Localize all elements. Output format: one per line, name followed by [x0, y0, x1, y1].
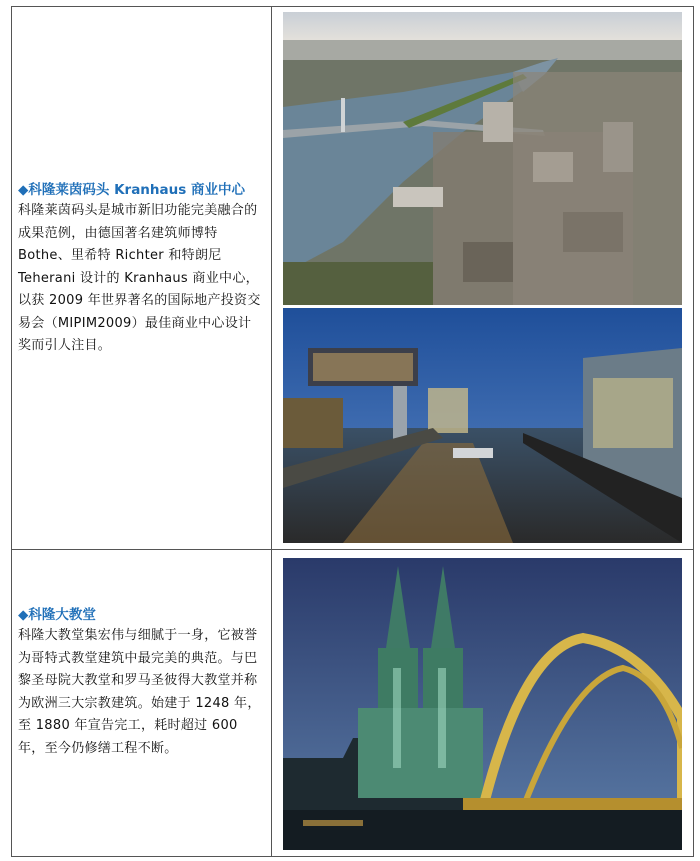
- section-title: ◆科隆大教堂: [18, 607, 96, 623]
- section-title: ◆科隆莱茵码头 Kranhaus 商业中心: [18, 182, 245, 198]
- section-kranhaus: [18, 180, 264, 358]
- section-body: 科隆莱茵码头是城市新旧功能完美融合的成果范例，由德国著名建筑师博特 Bothe、里希特 Richter 和特朗尼 Teherani 设计的 Kranhaus 商业中心，以获 2009 年世界著名的国际地产投资交易会（MIPIM2009）最佳商业中心设计奖而引人注目。: [18, 203, 261, 353]
- crane-houses-night-photo: [283, 308, 682, 543]
- column-divider: [271, 6, 272, 857]
- section-cathedral: [18, 605, 264, 760]
- row-divider: [11, 549, 694, 550]
- section-body: 科隆大教堂集宏伟与细腻于一身，它被誉为哥特式教堂建筑中最完美的典范。与巴黎圣母院大教堂和罗马圣彼得大教堂并称为欧洲三大宗教建筑。始建于 1248 年，至 1880 年宣告完工，耗时超过 600 年，至今仍修缮工程不断。: [18, 628, 261, 756]
- cologne-cathedral-bridge-photo: [283, 558, 682, 850]
- aerial-city-river-photo: [283, 12, 682, 305]
